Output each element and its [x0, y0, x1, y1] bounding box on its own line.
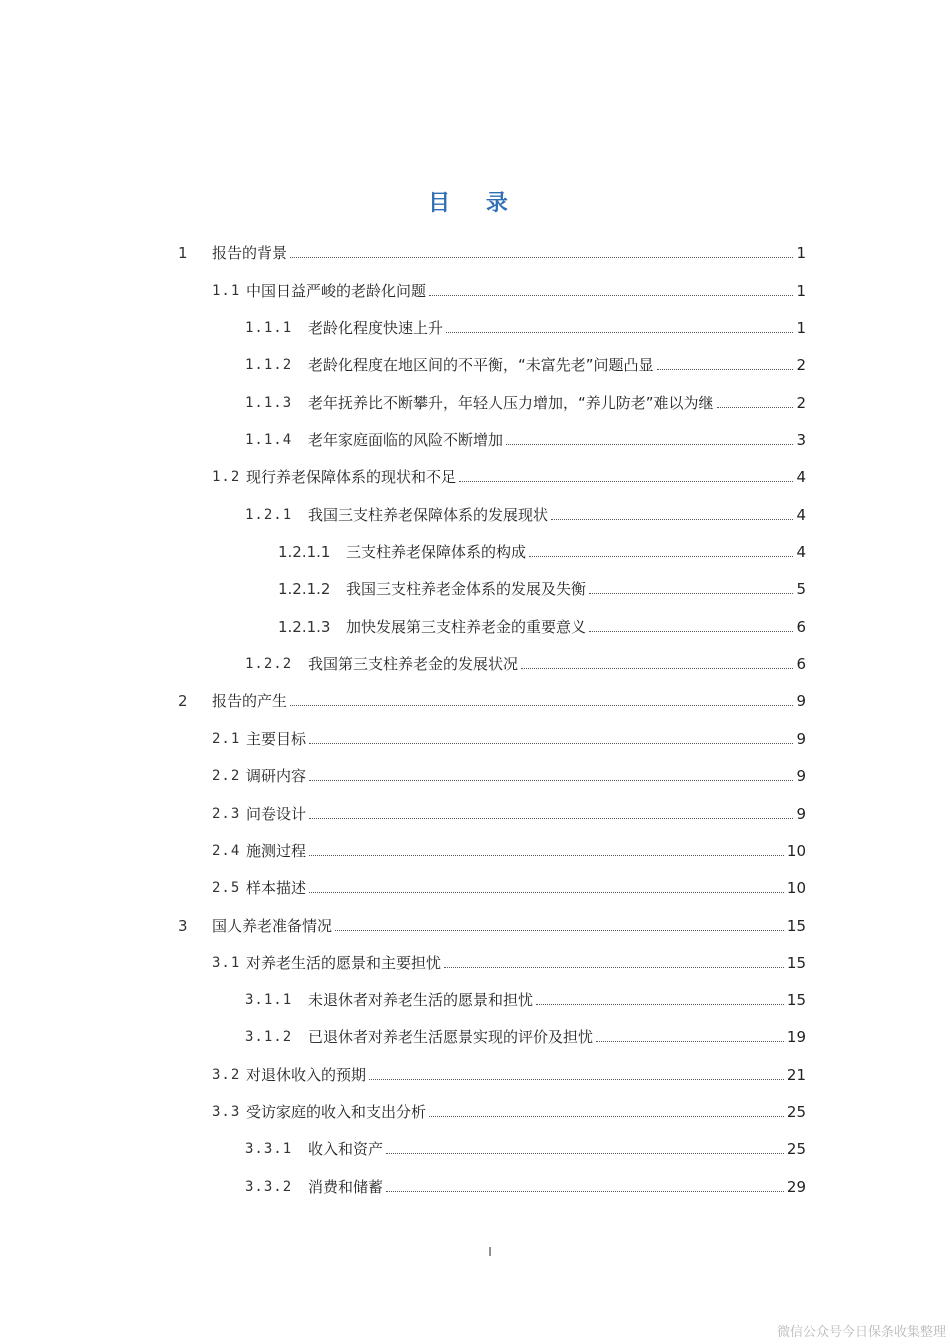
toc-leader	[429, 1115, 784, 1117]
toc-entry-title: 老龄化程度在地区间的不平衡，“未富先老”问题凸显	[308, 356, 654, 374]
toc-entry[interactable]	[178, 239, 806, 263]
toc-leader	[589, 592, 793, 594]
toc-entry-number: 1.1.4	[245, 432, 293, 448]
toc-entry-number: 1.2.2	[245, 656, 293, 672]
toc-leader	[386, 1190, 784, 1192]
toc-entry-title: 我国三支柱养老金体系的发展及失衡	[346, 580, 587, 598]
toc-entry-page: 10	[786, 842, 806, 860]
toc-leader	[386, 1152, 784, 1154]
toc-entry-number: 1.1.3	[245, 395, 293, 411]
toc-entry-title: 消费和储蓄	[308, 1178, 384, 1196]
toc-leader	[309, 891, 784, 893]
toc-leader	[309, 854, 784, 856]
toc-entry[interactable]	[178, 912, 806, 936]
toc-entry-number: 1.1.1	[245, 320, 293, 336]
toc-entry[interactable]	[212, 949, 806, 973]
toc-entry[interactable]	[212, 725, 806, 749]
toc-entry-number: 2.5	[212, 880, 241, 896]
toc-entry-page: 9	[796, 730, 806, 748]
toc-entry-number: 3.3	[212, 1104, 241, 1120]
toc-entry[interactable]	[212, 1061, 806, 1085]
toc-entry-number: 1.1	[212, 283, 241, 299]
toc-entry-page: 4	[796, 543, 806, 561]
toc-entry-number: 3.3.2	[245, 1179, 293, 1195]
toc-leader	[521, 667, 793, 669]
toc-entry-page: 15	[786, 954, 806, 972]
toc-leader	[335, 929, 784, 931]
toc-entry-title: 老年抚养比不断攀升，年轻人压力增加，“养儿防老”难以为继	[308, 394, 714, 412]
toc-leader	[444, 966, 784, 968]
toc-leader	[429, 294, 793, 296]
toc-entry-title: 收入和资产	[308, 1140, 384, 1158]
watermark: 微信公众号今日保条收集整理	[776, 1325, 946, 1340]
toc-entry[interactable]	[212, 277, 806, 301]
toc-entry-number: 3.2	[212, 1067, 241, 1083]
toc-leader	[290, 704, 793, 706]
toc-entry-number: 3.1.2	[245, 1029, 293, 1045]
toc-entry-title: 国人养老准备情况	[212, 917, 333, 935]
toc-entry-page: 1	[796, 244, 806, 262]
toc-leader	[369, 1078, 784, 1080]
toc-entry-title: 三支柱养老保障体系的构成	[346, 543, 527, 561]
toc-entry[interactable]	[278, 538, 806, 562]
toc-entry-number: 1.2.1.3	[278, 618, 331, 636]
toc-leader	[309, 817, 793, 819]
toc-entry-page: 2	[796, 356, 806, 374]
toc-entry-page: 15	[786, 991, 806, 1009]
toc-leader	[536, 1003, 784, 1005]
toc-leader	[551, 518, 793, 520]
toc-entry-number: 1.2.1	[245, 507, 293, 523]
toc-leader	[309, 779, 793, 781]
toc-entry-title: 老龄化程度快速上升	[308, 319, 444, 337]
toc-entry-title: 已退休者对养老生活愿景实现的评价及担忧	[308, 1028, 594, 1046]
toc-entry-title: 我国三支柱养老保障体系的发展现状	[308, 506, 549, 524]
toc-entry[interactable]	[212, 762, 806, 786]
toc-entry-number: 3.3.1	[245, 1141, 293, 1157]
toc-entry[interactable]	[245, 1023, 806, 1047]
toc-entry-title: 施测过程	[246, 842, 307, 860]
toc-entry-title: 老年家庭面临的风险不断增加	[308, 431, 504, 449]
toc-leader	[529, 555, 793, 557]
toc-entry[interactable]	[178, 687, 806, 711]
toc-entry[interactable]	[245, 650, 806, 674]
toc-entry[interactable]	[212, 874, 806, 898]
toc-leader	[309, 742, 793, 744]
toc-entry-page: 15	[786, 917, 806, 935]
toc-entry[interactable]	[245, 1173, 806, 1197]
toc-entry[interactable]	[212, 463, 806, 487]
toc-entry-number: 1.2.1.2	[278, 580, 331, 598]
toc-entry[interactable]	[212, 837, 806, 861]
toc-entry-title: 对退休收入的预期	[246, 1066, 367, 1084]
toc-leader	[446, 331, 793, 333]
toc-entry-title: 报告的背景	[212, 244, 288, 262]
toc-entry-page: 29	[786, 1178, 806, 1196]
toc-leader	[717, 406, 794, 408]
toc-entry-title: 中国日益严峻的老龄化问题	[246, 282, 427, 300]
toc-entry[interactable]	[245, 351, 806, 375]
toc-entry-title: 对养老生活的愿景和主要担忧	[246, 954, 442, 972]
toc-entry-number: 1	[178, 244, 188, 262]
toc-entry-number: 3	[178, 917, 188, 935]
toc-entry[interactable]	[278, 575, 806, 599]
toc-entry-number: 2.2	[212, 768, 241, 784]
toc-entry-page: 9	[796, 767, 806, 785]
toc-entry[interactable]	[245, 314, 806, 338]
toc-entry-title: 调研内容	[246, 767, 307, 785]
toc-entry-page: 25	[786, 1140, 806, 1158]
toc-entry-page: 4	[796, 506, 806, 524]
toc-leader	[290, 256, 793, 258]
toc-entry-title: 报告的产生	[212, 692, 288, 710]
toc-entry[interactable]	[245, 1135, 806, 1159]
toc-entry-title: 样本描述	[246, 879, 307, 897]
toc-entry-page: 2	[796, 394, 806, 412]
toc-entry-number: 1.2.1.1	[278, 543, 331, 561]
toc-entry-number: 1.1.2	[245, 357, 293, 373]
toc-entry-page: 10	[786, 879, 806, 897]
page-number-footer: I	[488, 1245, 492, 1259]
toc-entry-page: 5	[796, 580, 806, 598]
toc-leader	[459, 480, 793, 482]
toc-entry-page: 1	[796, 282, 806, 300]
toc-entry[interactable]	[212, 800, 806, 824]
toc-entry-number: 3.1	[212, 955, 241, 971]
toc-entry-title: 现行养老保障体系的现状和不足	[246, 468, 457, 486]
toc-entry-page: 19	[786, 1028, 806, 1046]
toc-entry[interactable]	[245, 426, 806, 450]
toc-entry[interactable]	[278, 613, 806, 637]
toc-entry-title: 受访家庭的收入和支出分析	[246, 1103, 427, 1121]
toc-leader	[596, 1040, 784, 1042]
toc-entry[interactable]	[245, 389, 806, 413]
toc-entry[interactable]	[245, 501, 806, 525]
toc-entry-page: 9	[796, 692, 806, 710]
toc-entry-page: 3	[796, 431, 806, 449]
toc-entry-page: 25	[786, 1103, 806, 1121]
toc-entry-number: 2.4	[212, 843, 241, 859]
toc-leader	[657, 368, 794, 370]
toc-leader	[589, 630, 793, 632]
toc-entry-title: 加快发展第三支柱养老金的重要意义	[346, 618, 587, 636]
toc-entry[interactable]	[212, 1098, 806, 1122]
toc-entry-number: 2.3	[212, 806, 241, 822]
toc-entry-title: 未退休者对养老生活的愿景和担忧	[308, 991, 534, 1009]
toc-entry-title: 主要目标	[246, 730, 307, 748]
toc-entry-number: 3.1.1	[245, 992, 293, 1008]
toc-entry-page: 6	[796, 618, 806, 636]
toc-entry-page: 1	[796, 319, 806, 337]
toc-entry-page: 9	[796, 805, 806, 823]
toc-entry-number: 1.2	[212, 469, 241, 485]
toc-entry-page: 4	[796, 468, 806, 486]
toc-entry-number: 2.1	[212, 731, 241, 747]
toc-entry-number: 2	[178, 692, 188, 710]
toc-entry[interactable]	[245, 986, 806, 1010]
toc-entry-page: 21	[786, 1066, 806, 1084]
toc-entry-page: 6	[796, 655, 806, 673]
toc-leader	[506, 443, 793, 445]
toc-entry-title: 我国第三支柱养老金的发展状况	[308, 655, 519, 673]
toc-title: 目 录	[428, 191, 522, 216]
toc-entry-title: 问卷设计	[246, 805, 307, 823]
